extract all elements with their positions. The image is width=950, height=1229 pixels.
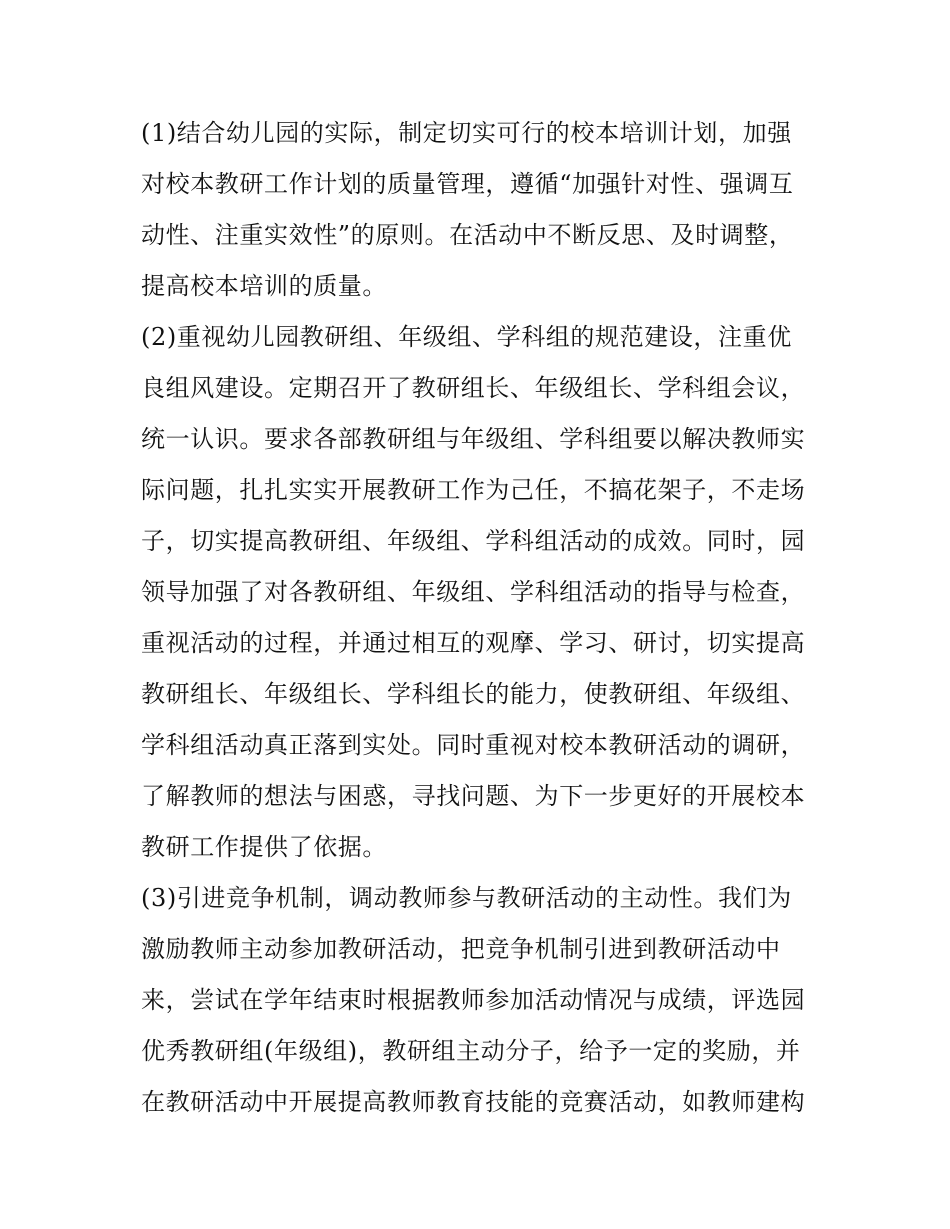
text-line: 在教研活动中开展提高教师教育技能的竞赛活动，如教师建构: [141, 1088, 806, 1116]
text-line: 重视活动的过程，并通过相互的观摩、学习、研讨，切实提高: [141, 629, 806, 657]
text-line: 来，尝试在学年结束时根据教师参加活动情况与成绩，评选园: [141, 986, 806, 1014]
text-line: 领导加强了对各教研组、年级组、学科组活动的指导与检查，: [141, 578, 806, 606]
text-line: 学科组活动真正落到实处。同时重视对校本教研活动的调研，: [141, 731, 806, 759]
text-line: 优秀教研组(年级组)，教研组主动分子，给予一定的奖励，并: [141, 1037, 801, 1065]
text-line: 教研工作提供了依据。: [141, 833, 387, 861]
text-line: 了解教师的想法与困惑，寻找问题、为下一步更好的开展校本: [141, 782, 806, 810]
text-line: 子，切实提高教研组、年级组、学科组活动的成效。同时，园: [141, 527, 806, 555]
text-line: (3)引进竞争机制，调动教师参与教研活动的主动性。我们为: [141, 884, 792, 912]
text-line: 对校本教研工作计划的质量管理，遵循“加强针对性、强调互: [141, 170, 794, 198]
text-line: 际问题，扎扎实实开展教研工作为己任，不搞花架子，不走场: [141, 476, 806, 504]
text-line: 提高校本培训的质量。: [141, 272, 387, 300]
text-line: 教研组长、年级组长、学科组长的能力，使教研组、年级组、: [141, 680, 806, 708]
text-line: 良组风建设。定期召开了教研组长、年级组长、学科组会议，: [141, 374, 806, 402]
document-body: [141, 108, 821, 1128]
text-line: (1)结合幼儿园的实际，制定切实可行的校本培训计划，加强: [141, 119, 792, 147]
text-line: 激励教师主动参加教研活动，把竞争机制引进到教研活动中: [141, 935, 781, 963]
text-line: 动性、注重实效性”的原则。在活动中不断反思、及时调整，: [141, 221, 794, 249]
text-line: (2)重视幼儿园教研组、年级组、学科组的规范建设，注重优: [141, 323, 792, 351]
text-line: 统一认识。要求各部教研组与年级组、学科组要以解决教师实: [141, 425, 806, 453]
